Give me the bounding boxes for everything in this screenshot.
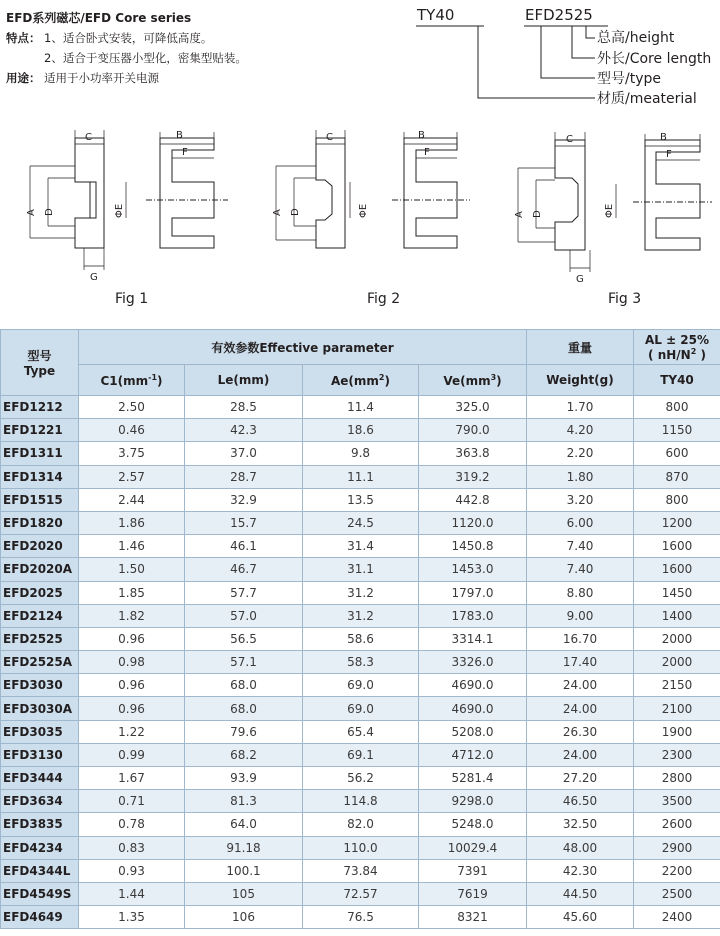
cell-ae: 69.0 <box>303 674 419 697</box>
code-height-label: 总高/height <box>597 30 675 46</box>
cell-c1: 0.96 <box>79 697 185 720</box>
cell-le: 79.6 <box>185 720 303 743</box>
cell-weight: 9.00 <box>527 604 634 627</box>
cell-ve: 3314.1 <box>419 627 527 650</box>
cell-c1: 2.50 <box>79 396 185 419</box>
spec-table <box>0 329 720 929</box>
usage-row <box>6 68 326 88</box>
fig1-drawing <box>30 130 228 270</box>
cell-le: 46.7 <box>185 558 303 581</box>
fig2-dim-c: C <box>326 132 333 143</box>
cell-al-ty40: 1450 <box>634 581 720 604</box>
cell-ae: 18.6 <box>303 419 419 442</box>
table-row <box>1 674 720 697</box>
col-ve-text: Ve(mm <box>443 373 491 388</box>
col-c1-header <box>79 365 185 396</box>
cell-ae: 11.4 <box>303 396 419 419</box>
cell-c1: 1.50 <box>79 558 185 581</box>
cell-ae: 56.2 <box>303 767 419 790</box>
table-row <box>1 627 720 650</box>
table-row <box>1 535 720 558</box>
cell-type: EFD2124 <box>1 604 79 627</box>
cell-weight: 7.40 <box>527 558 634 581</box>
cell-al-ty40: 1600 <box>634 535 720 558</box>
fig1-dim-d: D <box>44 208 55 216</box>
col-ty40-header: TY40 <box>634 365 720 396</box>
effective-parameter-header: 有效参数Effective parameter <box>79 330 527 365</box>
col-ve-sup: 3 <box>490 372 497 382</box>
col-al-line-1: AL ± 25% <box>644 332 710 347</box>
cell-al-ty40: 2200 <box>634 859 720 882</box>
fig3-caption: Fig 3 <box>608 291 642 307</box>
cell-al-ty40: 1150 <box>634 419 720 442</box>
feature-1: 1、适合卧式安装，可降低高度。 <box>44 31 213 45</box>
fig3-dim-b: B <box>660 132 667 143</box>
cell-ae: 58.3 <box>303 651 419 674</box>
col-al-header <box>634 330 720 365</box>
cell-weight: 45.60 <box>527 906 634 929</box>
fig1-dim-b: B <box>176 130 183 141</box>
cell-c1: 0.71 <box>79 790 185 813</box>
fig2-dim-b: B <box>418 130 425 141</box>
col-type-cn: 型号 <box>27 349 52 363</box>
col-weight-cn: 重量 <box>527 330 634 365</box>
table-row <box>1 836 720 859</box>
cell-ve: 10029.4 <box>419 836 527 859</box>
cell-weight: 7.40 <box>527 535 634 558</box>
col-ae-end: ) <box>384 373 390 388</box>
cell-le: 57.7 <box>185 581 303 604</box>
cell-type: EFD3444 <box>1 767 79 790</box>
cell-ae: 65.4 <box>303 720 419 743</box>
cell-c1: 0.99 <box>79 743 185 766</box>
cell-le: 28.7 <box>185 465 303 488</box>
col-al-unit-end: ) <box>696 347 706 362</box>
cell-weight: 8.80 <box>527 581 634 604</box>
table-row <box>1 581 720 604</box>
cell-al-ty40: 1600 <box>634 558 720 581</box>
cell-weight: 16.70 <box>527 627 634 650</box>
cell-weight: 24.00 <box>527 674 634 697</box>
cell-ae: 58.6 <box>303 627 419 650</box>
cell-ve: 319.2 <box>419 465 527 488</box>
cell-weight: 4.20 <box>527 419 634 442</box>
cell-c1: 1.86 <box>79 511 185 534</box>
cell-al-ty40: 2900 <box>634 836 720 859</box>
table-row <box>1 488 720 511</box>
code-material-label: 材质/meaterial <box>597 91 697 107</box>
cell-al-ty40: 1400 <box>634 604 720 627</box>
col-al-unit-sup: 2 <box>690 346 697 356</box>
code-type-label: 型号/type <box>597 71 661 87</box>
table-row <box>1 442 720 465</box>
cell-weight: 24.00 <box>527 743 634 766</box>
cell-al-ty40: 2100 <box>634 697 720 720</box>
cell-type: EFD2025 <box>1 581 79 604</box>
cell-c1: 2.44 <box>79 488 185 511</box>
cell-ae: 82.0 <box>303 813 419 836</box>
table-body <box>1 396 720 929</box>
cell-le: 57.0 <box>185 604 303 627</box>
cell-le: 81.3 <box>185 790 303 813</box>
cell-le: 15.7 <box>185 511 303 534</box>
fig1-dim-f: F <box>182 147 188 158</box>
table-row <box>1 396 720 419</box>
cell-le: 93.9 <box>185 767 303 790</box>
cell-weight: 26.30 <box>527 720 634 743</box>
cell-ve: 1797.0 <box>419 581 527 604</box>
table-header-row-1 <box>1 330 720 365</box>
cell-al-ty40: 600 <box>634 442 720 465</box>
table-row <box>1 558 720 581</box>
cell-type: EFD2525 <box>1 627 79 650</box>
page-title: EFD系列磁芯/EFD Core series <box>6 11 192 25</box>
col-al-unit: ( nH/N <box>648 347 691 362</box>
col-ae-text: Ae(mm <box>331 373 379 388</box>
cell-type: EFD4549S <box>1 882 79 905</box>
cell-le: 100.1 <box>185 859 303 882</box>
cell-ve: 5281.4 <box>419 767 527 790</box>
fig1-dim-c: C <box>85 132 92 143</box>
cell-ve: 442.8 <box>419 488 527 511</box>
fig3-front-view <box>555 140 585 250</box>
fig3-dimension-lines <box>518 132 700 272</box>
cell-c1: 1.67 <box>79 767 185 790</box>
dimension-labels <box>26 130 672 285</box>
cell-le: 32.9 <box>185 488 303 511</box>
code-length-label: 外长/Core length <box>597 51 712 67</box>
cell-type: EFD1515 <box>1 488 79 511</box>
cell-ve: 1453.0 <box>419 558 527 581</box>
table-row <box>1 720 720 743</box>
cell-ve: 1783.0 <box>419 604 527 627</box>
cell-ve: 8321 <box>419 906 527 929</box>
col-c1-text: C1(mm <box>100 373 149 388</box>
cell-le: 68.2 <box>185 743 303 766</box>
cell-ve: 325.0 <box>419 396 527 419</box>
cell-type: EFD4234 <box>1 836 79 859</box>
cell-le: 105 <box>185 882 303 905</box>
cell-type: EFD1212 <box>1 396 79 419</box>
cell-ve: 5248.0 <box>419 813 527 836</box>
cell-weight: 24.00 <box>527 697 634 720</box>
cell-type: EFD3130 <box>1 743 79 766</box>
fig1-dim-g: G <box>90 272 98 283</box>
cell-type: EFD4649 <box>1 906 79 929</box>
cell-weight: 17.40 <box>527 651 634 674</box>
cell-le: 56.5 <box>185 627 303 650</box>
fig3-dim-e: ΦE <box>604 203 615 218</box>
fig1-dim-e: ΦE <box>114 203 125 218</box>
fig3-dim-d: D <box>532 210 543 218</box>
cell-ve: 7619 <box>419 882 527 905</box>
fig2-dim-a: A <box>272 209 283 216</box>
table-row <box>1 882 720 905</box>
table-row <box>1 604 720 627</box>
cell-type: EFD2020 <box>1 535 79 558</box>
fig1-center-leg <box>90 182 96 218</box>
cell-le: 68.0 <box>185 697 303 720</box>
cell-le: 46.1 <box>185 535 303 558</box>
cell-type: EFD1221 <box>1 419 79 442</box>
col-ve-header <box>419 365 527 396</box>
cell-type: EFD3634 <box>1 790 79 813</box>
cell-ae: 110.0 <box>303 836 419 859</box>
cell-ae: 73.84 <box>303 859 419 882</box>
cell-al-ty40: 800 <box>634 396 720 419</box>
cell-ae: 31.2 <box>303 604 419 627</box>
core-figures <box>0 118 720 318</box>
cell-ve: 790.0 <box>419 419 527 442</box>
table-row <box>1 419 720 442</box>
cell-c1: 1.85 <box>79 581 185 604</box>
col-ae-sup: 2 <box>378 372 385 382</box>
cell-c1: 2.57 <box>79 465 185 488</box>
cell-al-ty40: 2500 <box>634 882 720 905</box>
fig2-caption: Fig 2 <box>367 291 401 307</box>
cell-ae: 72.57 <box>303 882 419 905</box>
cell-c1: 0.93 <box>79 859 185 882</box>
fig2-front-view <box>316 138 345 248</box>
cell-c1: 0.78 <box>79 813 185 836</box>
cell-type: EFD3835 <box>1 813 79 836</box>
cell-ve: 4690.0 <box>419 674 527 697</box>
cell-type: EFD1311 <box>1 442 79 465</box>
fig1-caption: Fig 1 <box>115 291 149 307</box>
cell-c1: 1.22 <box>79 720 185 743</box>
cell-ve: 7391 <box>419 859 527 882</box>
cell-weight: 44.50 <box>527 882 634 905</box>
fig2-side-view <box>404 138 457 248</box>
cell-weight: 6.00 <box>527 511 634 534</box>
cell-weight: 1.70 <box>527 396 634 419</box>
fig3-dim-a: A <box>514 211 525 218</box>
cell-ve: 1120.0 <box>419 511 527 534</box>
cell-le: 68.0 <box>185 674 303 697</box>
fig2-dim-f: F <box>424 147 430 158</box>
table-row <box>1 465 720 488</box>
cell-le: 37.0 <box>185 442 303 465</box>
code-part: EFD2525 <box>525 6 593 24</box>
col-c1-end: ) <box>157 373 163 388</box>
cell-weight: 42.30 <box>527 859 634 882</box>
cell-weight: 32.50 <box>527 813 634 836</box>
code-material: TY40 <box>417 6 455 24</box>
table-row <box>1 859 720 882</box>
cell-type: EFD3035 <box>1 720 79 743</box>
cell-type: EFD2525A <box>1 651 79 674</box>
cell-ae: 31.4 <box>303 535 419 558</box>
cell-le: 91.18 <box>185 836 303 859</box>
cell-type: EFD2020A <box>1 558 79 581</box>
table-row <box>1 813 720 836</box>
cell-ae: 24.5 <box>303 511 419 534</box>
cell-al-ty40: 2300 <box>634 743 720 766</box>
features-label: 特点： <box>6 31 41 45</box>
header-block <box>6 8 326 88</box>
cell-al-ty40: 800 <box>634 488 720 511</box>
fig3-dim-c: C <box>566 134 573 145</box>
usage-label: 用途： <box>6 71 41 85</box>
cell-c1: 3.75 <box>79 442 185 465</box>
cell-ve: 4712.0 <box>419 743 527 766</box>
cell-al-ty40: 870 <box>634 465 720 488</box>
cell-ae: 31.2 <box>303 581 419 604</box>
cell-ae: 9.8 <box>303 442 419 465</box>
features-row <box>6 28 326 48</box>
cell-type: EFD3030 <box>1 674 79 697</box>
cell-weight: 46.50 <box>527 790 634 813</box>
cell-ae: 76.5 <box>303 906 419 929</box>
fig2-dimension-lines <box>276 130 457 240</box>
cell-le: 42.3 <box>185 419 303 442</box>
cell-type: EFD1820 <box>1 511 79 534</box>
cell-ve: 4690.0 <box>419 697 527 720</box>
cell-le: 64.0 <box>185 813 303 836</box>
part-code-diagram <box>412 0 720 112</box>
cell-weight: 1.80 <box>527 465 634 488</box>
cell-c1: 1.46 <box>79 535 185 558</box>
fig1-dim-a: A <box>26 209 37 216</box>
fig2-drawing <box>276 130 470 248</box>
col-ae-header <box>303 365 419 396</box>
table-row <box>1 511 720 534</box>
table-header-row-2 <box>1 365 720 396</box>
feature-2: 2、适合于变压器小型化，密集型贴装。 <box>44 51 247 65</box>
cell-c1: 1.35 <box>79 906 185 929</box>
cell-al-ty40: 2800 <box>634 767 720 790</box>
col-le-header: Le(mm) <box>185 365 303 396</box>
table-row <box>1 651 720 674</box>
cell-type: EFD3030A <box>1 697 79 720</box>
cell-type: EFD1314 <box>1 465 79 488</box>
cell-ve: 363.8 <box>419 442 527 465</box>
table-row <box>1 743 720 766</box>
cell-ve: 5208.0 <box>419 720 527 743</box>
cell-al-ty40: 2000 <box>634 651 720 674</box>
cell-c1: 1.82 <box>79 604 185 627</box>
usage-text: 适用于小功率开关电源 <box>44 71 159 85</box>
col-al-line-2 <box>634 347 720 362</box>
cell-al-ty40: 1900 <box>634 720 720 743</box>
cell-ae: 69.1 <box>303 743 419 766</box>
cell-c1: 0.96 <box>79 627 185 650</box>
col-ve-end: ) <box>496 373 502 388</box>
cell-al-ty40: 2150 <box>634 674 720 697</box>
cell-c1: 1.44 <box>79 882 185 905</box>
cell-ae: 13.5 <box>303 488 419 511</box>
col-type-en: Type <box>23 364 56 378</box>
cell-ve: 9298.0 <box>419 790 527 813</box>
table-row <box>1 790 720 813</box>
cell-le: 28.5 <box>185 396 303 419</box>
cell-ae: 31.1 <box>303 558 419 581</box>
cell-le: 106 <box>185 906 303 929</box>
cell-le: 57.1 <box>185 651 303 674</box>
fig3-drawing <box>518 132 712 272</box>
cell-ve: 3326.0 <box>419 651 527 674</box>
cell-al-ty40: 1200 <box>634 511 720 534</box>
cell-c1: 0.96 <box>79 674 185 697</box>
col-c1-sup: -1 <box>148 372 158 382</box>
fig2-dim-d: D <box>290 208 301 216</box>
col-weight-header: Weight(g) <box>527 365 634 396</box>
code-leader-lines <box>416 26 608 98</box>
fig2-dim-e: ΦE <box>358 203 369 218</box>
table-row <box>1 697 720 720</box>
cell-ve: 1450.8 <box>419 535 527 558</box>
fig3-side-view <box>645 140 700 250</box>
cell-al-ty40: 2400 <box>634 906 720 929</box>
cell-weight: 27.20 <box>527 767 634 790</box>
cell-al-ty40: 2600 <box>634 813 720 836</box>
fig3-dim-f: F <box>666 149 672 160</box>
cell-type: EFD4344L <box>1 859 79 882</box>
cell-weight: 48.00 <box>527 836 634 859</box>
cell-ae: 114.8 <box>303 790 419 813</box>
cell-ae: 69.0 <box>303 697 419 720</box>
cell-al-ty40: 2000 <box>634 627 720 650</box>
cell-c1: 0.83 <box>79 836 185 859</box>
cell-weight: 2.20 <box>527 442 634 465</box>
col-type-header <box>1 330 79 396</box>
cell-ae: 11.1 <box>303 465 419 488</box>
cell-c1: 0.98 <box>79 651 185 674</box>
cell-weight: 3.20 <box>527 488 634 511</box>
cell-al-ty40: 3500 <box>634 790 720 813</box>
cell-c1: 0.46 <box>79 419 185 442</box>
table-row <box>1 767 720 790</box>
fig3-dim-g: G <box>576 274 584 285</box>
table-row <box>1 906 720 929</box>
